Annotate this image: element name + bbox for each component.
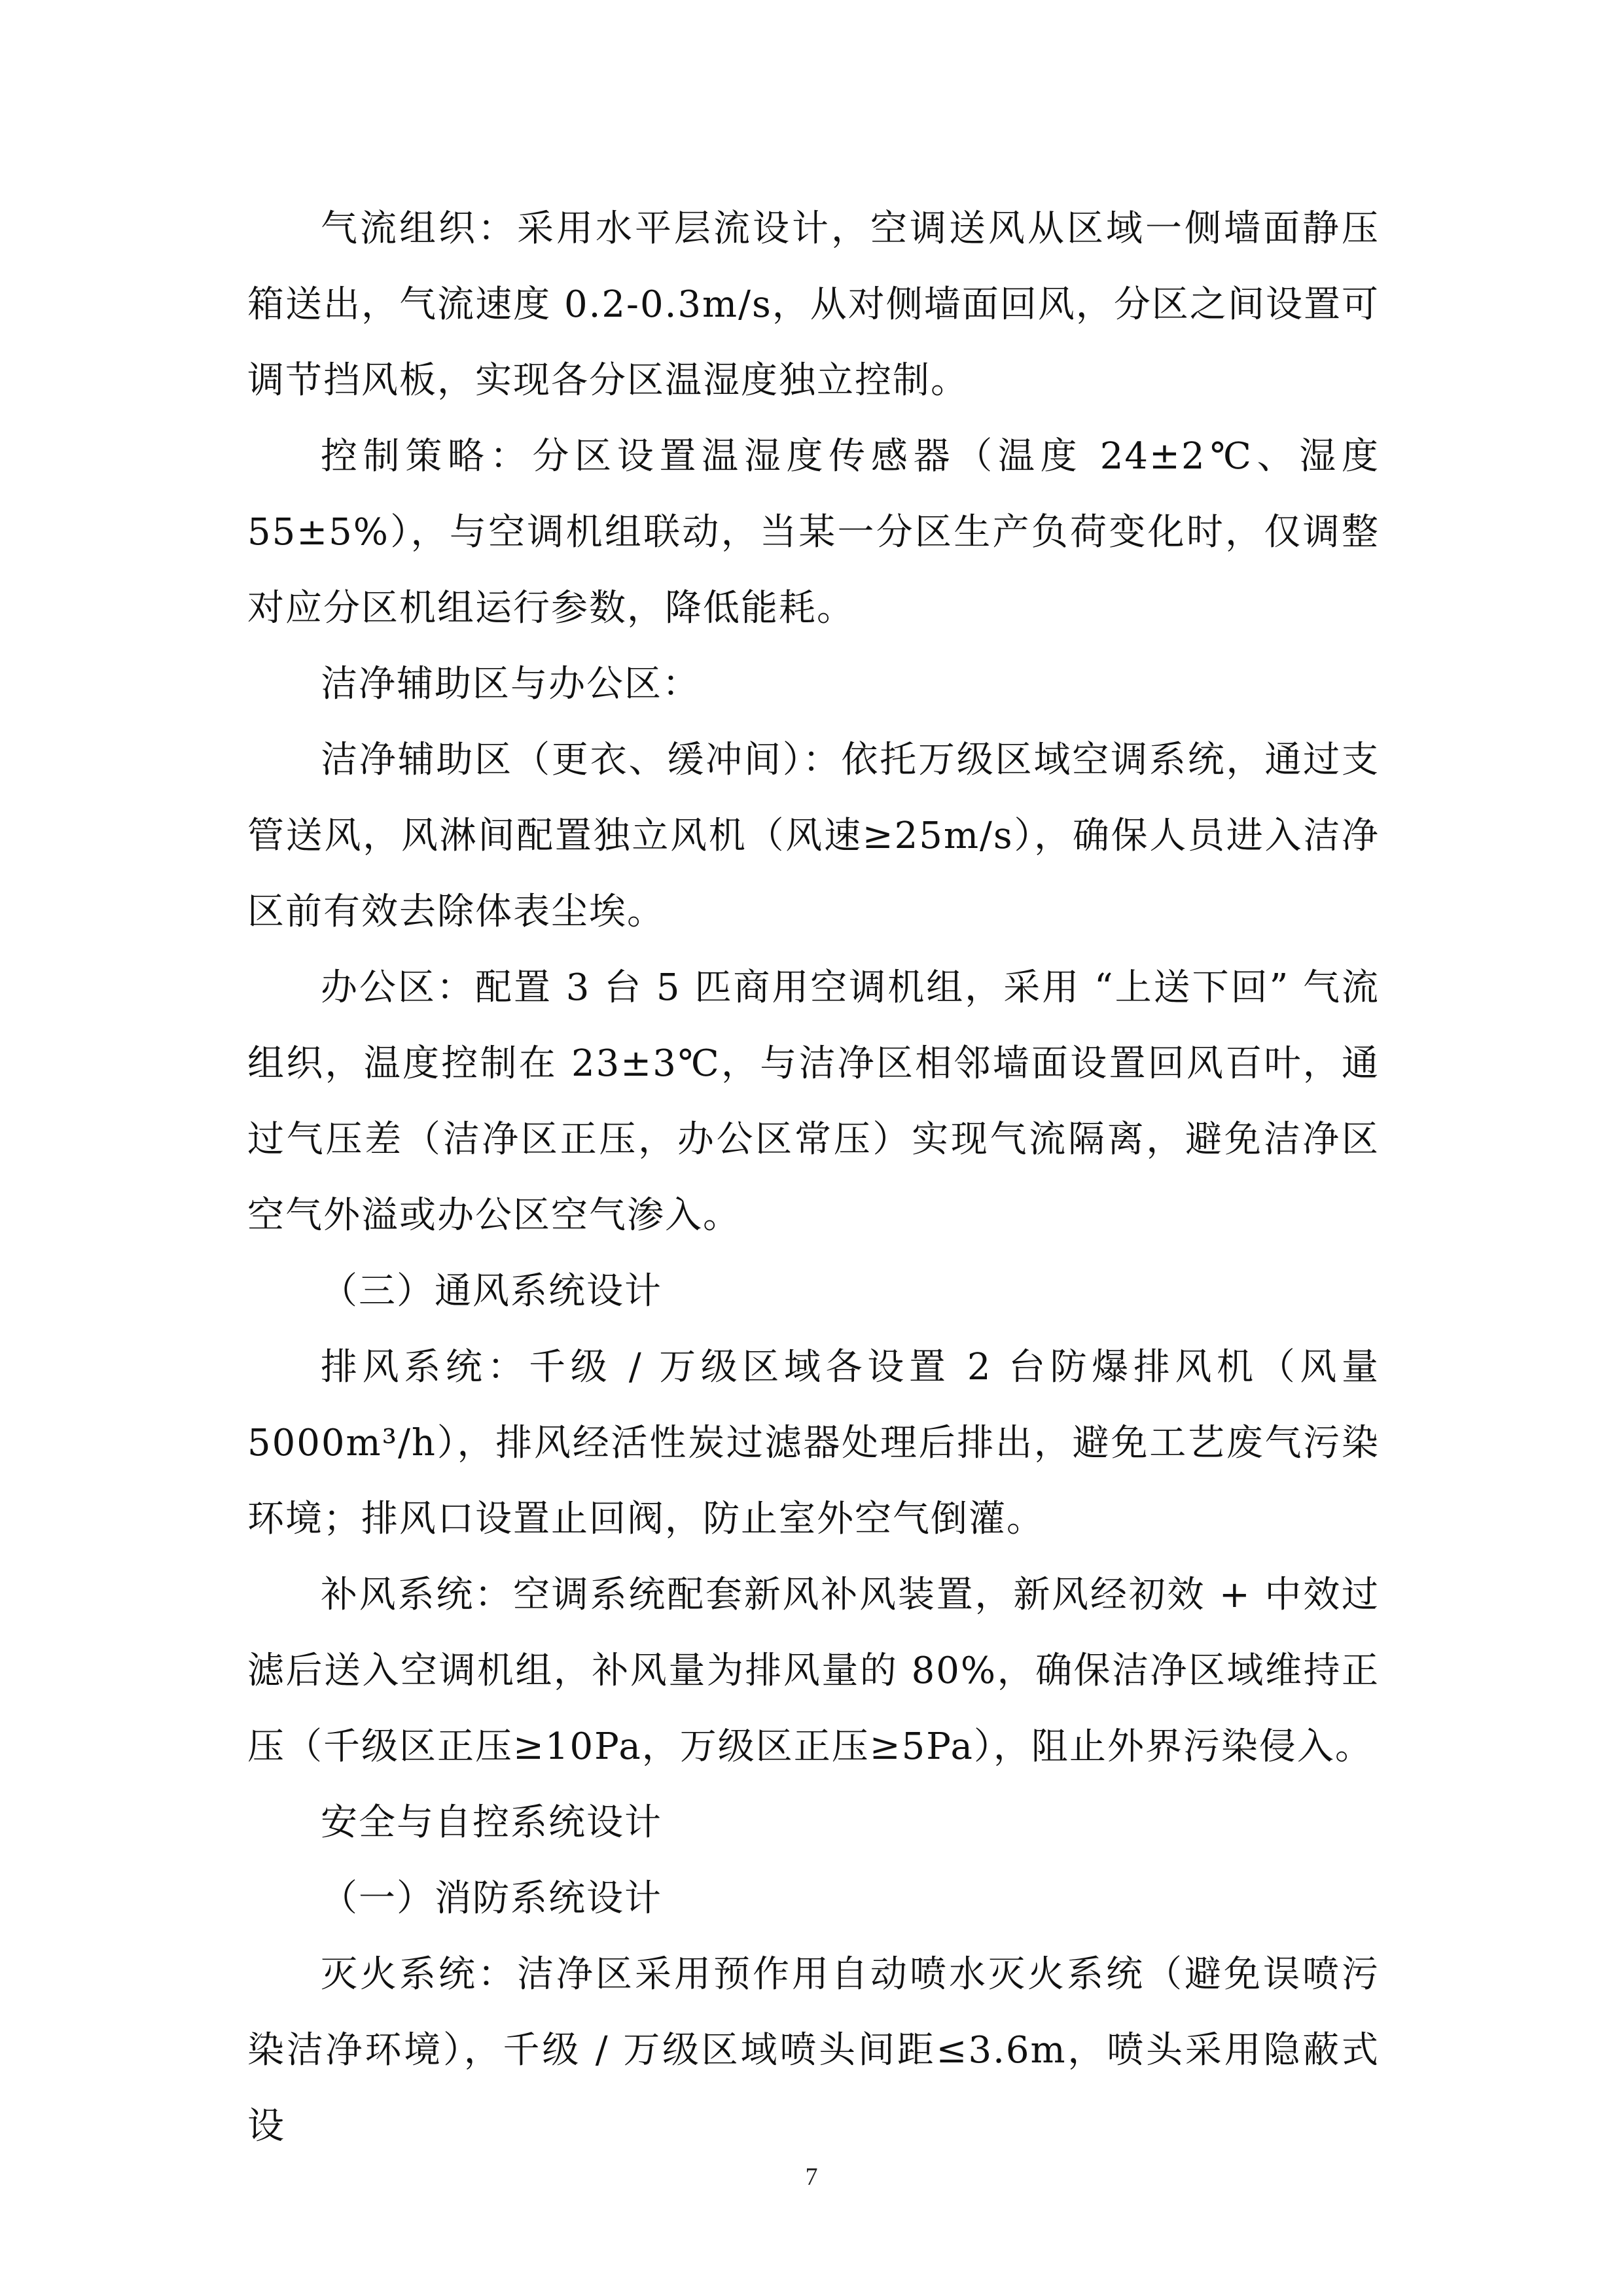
paragraph-aux-office-heading: 洁净辅助区与办公区： [321, 663, 700, 705]
paragraph-exhaust-system: 排风系统：千级 / 万级区域各设置 2 台防爆排风机（风量 5000m³/h），排风经活性炭过滤器处理后排出，避免工艺废气污染环境；排风口设置止回阀，防止室外空气倒灌。 [247, 1346, 1380, 1540]
paragraph-clean-aux-area: 洁净辅助区（更衣、缓冲间）：依托万级区域空调系统，通过支管送风，风淋间配置独立风机（风速≥25m/s），确保人员进入洁净区前有效去除体表尘埃。 [247, 739, 1380, 933]
paragraph-office-area: 办公区：配置 3 台 5 匹商用空调机组，采用 “上送下回” 气流组织，温度控制在 23±3℃，与洁净区相邻墙面设置回风百叶，通过气压差（洁净区正压，办公区常压）实现气流隔离，避免洁净区空气外溢或办公区空气渗入。 [247, 966, 1380, 1237]
paragraph-makeup-air-system: 补风系统：空调系统配套新风补风装置，新风经初效 + 中效过滤后送入空调机组，补风量为排风量的 80%，确保洁净区域维持正压（千级区正压≥10Pa，万级区正压≥5Pa），阻止外界污染侵入。 [247, 1574, 1380, 1768]
body-text [247, 191, 1380, 2164]
paragraph-fire-suppression: 灭火系统：洁净区采用预作用自动喷水灭火系统（避免误喷污染洁净环境），千级 / 万级区域喷头间距≤3.6m，喷头采用隐蔽式设 [247, 1953, 1380, 2147]
page-number: 7 [805, 2163, 818, 2191]
section-heading-ventilation: （三）通风系统设计 [321, 1270, 662, 1313]
section-heading-safety-control: 安全与自控系统设计 [321, 1801, 662, 1844]
paragraph-airflow-organization: 气流组织：采用水平层流设计，空调送风从区域一侧墙面静压箱送出，气流速度 0.2-0.3m/s，从对侧墙面回风，分区之间设置可调节挡风板，实现各分区温湿度独立控制。 [247, 207, 1380, 402]
section-heading-fire-protection: （一）消防系统设计 [321, 1877, 662, 1920]
paragraph-control-strategy: 控制策略：分区设置温湿度传感器（温度 24±2℃、湿度 55±5%），与空调机组联动，当某一分区生产负荷变化时，仅调整对应分区机组运行参数，降低能耗。 [247, 435, 1380, 629]
